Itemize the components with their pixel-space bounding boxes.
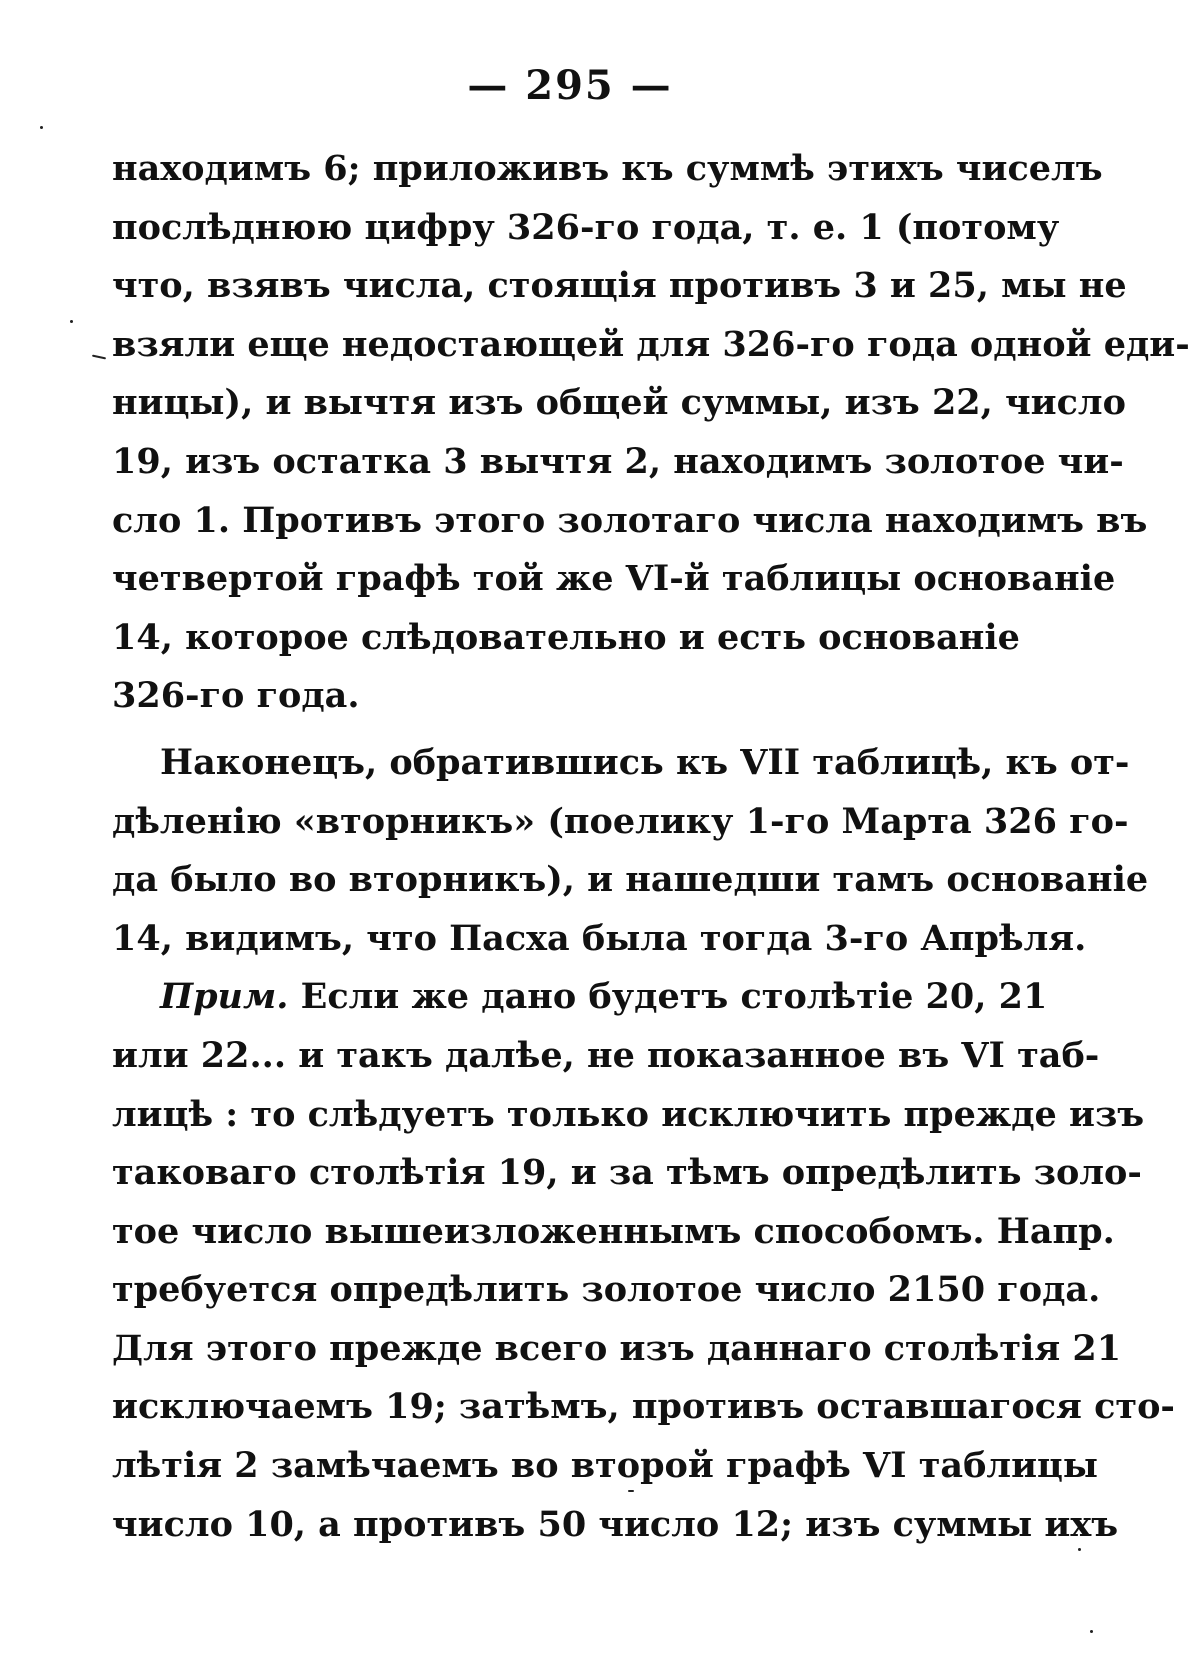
paragraph-2 xyxy=(112,734,1149,968)
text-line: ницы), и вычтя изъ общей суммы, изъ 22, число xyxy=(112,382,1126,424)
text-line: таковаго столѣтія 19, и за тѣмъ опредѣлить золо- xyxy=(112,1152,1142,1194)
paragraph-note xyxy=(112,968,1175,1554)
print-speck xyxy=(40,126,43,129)
text-line: 14, видимъ, что Пасха была тогда 3-го Апрѣля. xyxy=(112,917,1087,959)
text-line: Наконецъ, обратившись къ VII таблицѣ, къ от- xyxy=(160,741,1130,783)
page-number: — 295 — xyxy=(467,62,673,109)
text-line: находимъ 6; приложивъ къ суммѣ этихъ чиселъ xyxy=(112,148,1103,189)
print-speck xyxy=(92,355,106,360)
print-speck xyxy=(628,1490,634,1492)
text-line: да было во вторникъ), и нашедши тамъ основаніе xyxy=(112,859,1149,901)
text-line: или 22... и такъ далѣе, не показанное въ VI таб- xyxy=(112,1034,1100,1076)
text-line: послѣднюю цифру 326-го года, т. е. 1 (потому xyxy=(112,206,1060,248)
text-line: лѣтія 2 замѣчаемъ во второй графѣ VI таблицы xyxy=(112,1445,1098,1487)
paragraph-1 xyxy=(112,140,1190,726)
text-line: тое число вышеизложеннымъ способомъ. Напр. xyxy=(112,1210,1115,1252)
text-line: взяли еще недостающей для 326-го года одной еди- xyxy=(112,323,1190,365)
text-line: требуется опредѣлить золотое число 2150 года. xyxy=(112,1269,1101,1311)
print-speck xyxy=(70,320,73,323)
text-line: исключаемъ 19; затѣмъ, противъ оставшагося сто- xyxy=(112,1386,1175,1428)
text-line: 14, которое слѣдовательно и есть основаніе xyxy=(112,616,1020,658)
text-line xyxy=(112,968,1048,1027)
text-line: дѣленію «вторникъ» (поелику 1-го Марта 326 го- xyxy=(112,800,1129,842)
note-line-text: Если же дано будетъ столѣтіе 20, 21 xyxy=(300,976,1048,1018)
text-line: 326-го года. xyxy=(112,675,360,717)
print-speck xyxy=(1090,1630,1093,1633)
text-line: четвертой графѣ той же VI-й таблицы основаніе xyxy=(112,558,1116,600)
text-line: 19, изъ остатка 3 вычтя 2, находимъ золотое чи- xyxy=(112,440,1124,482)
text-line: число 10, а противъ 50 число 12; изъ суммы ихъ xyxy=(112,1503,1119,1545)
text-line: Для этого прежде всего изъ даннаго столѣтія 21 xyxy=(112,1327,1122,1369)
text-line: лицѣ : то слѣдуетъ только исключить прежде изъ xyxy=(112,1093,1145,1135)
print-speck xyxy=(1078,1548,1081,1551)
note-lead: Прим. xyxy=(160,976,289,1018)
text-line: что, взявъ числа, стоящія противъ 3 и 25, мы не xyxy=(112,265,1127,307)
text-line: сло 1. Противъ этого золотаго числа находимъ въ xyxy=(112,499,1148,541)
body-text xyxy=(112,140,1190,1554)
